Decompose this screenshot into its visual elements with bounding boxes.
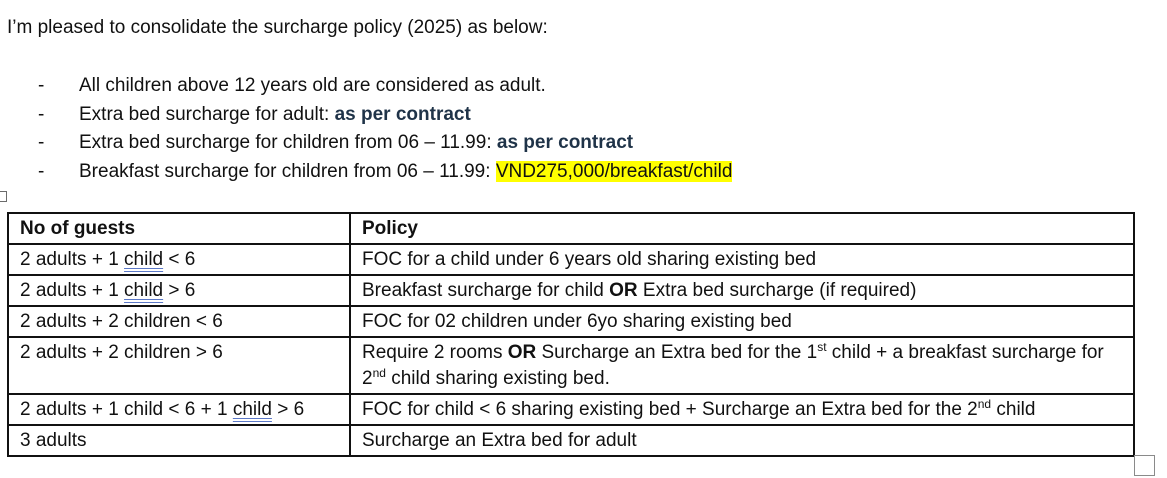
bullet-item: [38, 72, 732, 101]
ordinal-superscript: nd: [977, 397, 992, 411]
guests-text: 2 adults + 1: [20, 249, 125, 270]
bullet-dash: -: [38, 161, 45, 183]
header-no-of-guests: No of guests: [8, 213, 350, 244]
bullet-emphasis: as per contract: [334, 103, 471, 125]
table-resize-handle[interactable]: [1134, 455, 1155, 476]
policy-text: Surcharge an Extra bed for the 1: [536, 342, 818, 363]
spellcheck-underlined-word[interactable]: child: [232, 399, 272, 420]
policy-cell: [350, 394, 1134, 425]
bullet-item: [38, 158, 732, 187]
header-policy: Policy: [350, 213, 1134, 244]
policy-text: child sharing existing bed.: [385, 368, 610, 389]
policy-text: Require 2 rooms: [362, 342, 508, 363]
guests-text: 2 adults + 1 child < 6 + 1: [20, 399, 233, 420]
spellcheck-underlined-word[interactable]: child: [124, 249, 164, 270]
policy-cell: [350, 275, 1134, 306]
policy-text: child: [991, 399, 1036, 420]
policy-cell: FOC for a child under 6 years old sharing existing bed: [350, 244, 1134, 275]
spellcheck-underlined-word[interactable]: child: [124, 280, 164, 301]
policy-cell: FOC for 02 children under 6yo sharing existing bed: [350, 306, 1134, 337]
policy-text: Breakfast surcharge for child: [362, 280, 610, 301]
ordinal-superscript: st: [817, 340, 827, 354]
highlighted-price: VND275,000/breakfast/child: [495, 161, 733, 183]
policy-or-bold: OR: [609, 280, 638, 301]
table-move-handle[interactable]: [0, 191, 7, 202]
guests-text: > 6: [163, 280, 196, 301]
intro-text: I’m pleased to consolidate the surcharge policy (2025) as below:: [7, 17, 548, 38]
bullet-dash: -: [38, 75, 45, 96]
bullet-text: Breakfast surcharge for children from 06 – 11.99:: [79, 161, 496, 183]
surcharge-policy-table: [7, 212, 1135, 457]
table-row: [8, 394, 1134, 425]
bullet-item: [38, 101, 732, 130]
table-row: [8, 275, 1134, 306]
table-row: [8, 244, 1134, 275]
bullet-text: Extra bed surcharge for adult:: [79, 103, 335, 125]
guests-cell: 3 adults: [8, 425, 350, 456]
bullet-emphasis: as per contract: [496, 132, 634, 154]
policy-cell: Surcharge an Extra bed for adult: [350, 425, 1134, 456]
policy-cell: [350, 337, 1134, 394]
guests-cell: 2 adults + 2 children > 6: [8, 337, 350, 394]
policy-text: FOC for child < 6 sharing existing bed + Surcharge an Extra bed for the 2: [362, 399, 978, 420]
bullet-dash: -: [38, 103, 45, 125]
bullet-dash: -: [38, 132, 45, 154]
table-header-row: [8, 213, 1134, 244]
guests-cell: [8, 394, 350, 425]
guests-cell: [8, 244, 350, 275]
table-row: [8, 306, 1134, 337]
guests-cell: [8, 275, 350, 306]
surcharge-bullet-list: [38, 72, 732, 187]
guests-text: > 6: [271, 399, 305, 420]
bullet-item: [38, 129, 732, 158]
bullet-text: All children above 12 years old are considered as adult.: [79, 75, 546, 96]
policy-or-bold: OR: [507, 342, 537, 363]
guests-text: 2 adults + 1: [20, 280, 125, 301]
ordinal-superscript: nd: [372, 366, 386, 380]
policy-text: child + a breakfast surcharge for 2: [362, 342, 1104, 389]
policy-text: Extra bed surcharge (if required): [637, 280, 917, 301]
guests-cell: 2 adults + 2 children < 6: [8, 306, 350, 337]
guests-text: < 6: [163, 249, 196, 270]
bullet-text: Extra bed surcharge for children from 06 – 11.99:: [79, 132, 497, 154]
table-row: [8, 337, 1134, 394]
table-row: [8, 425, 1134, 456]
